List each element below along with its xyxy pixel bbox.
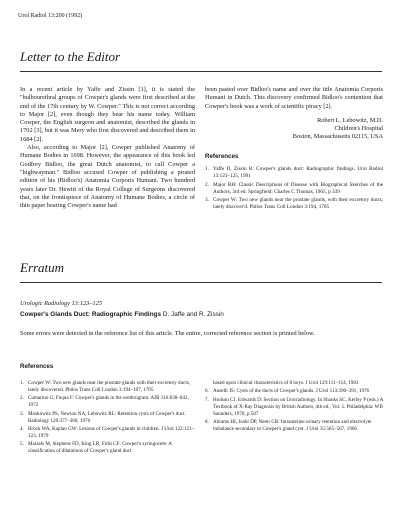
reference-item [20, 395, 195, 409]
reference-item [205, 182, 383, 196]
erratum-references-right [205, 380, 383, 434]
reference-number: 6. [205, 388, 209, 395]
reference-text: Major RH: Classic Descriptions of Disease with Biographical Sketches of the Authors, 3rd ed. Springfield: Charles C Thomas, 1965, p 339 [213, 181, 383, 195]
erratum-body: Some errors were detected in the reference list of this article. The entire, corrected reference section is printed below. [20, 330, 315, 337]
reference-item [20, 380, 195, 394]
reference-text: Maizels M, Stephens FD, King LR, Firlit CF: Cowper's syringocele: A classification of dilatations of Cowper's gland duct [28, 441, 172, 455]
reference-item [20, 426, 195, 440]
erratum-reference-list-left [20, 380, 195, 455]
reference-number: 3. [205, 197, 209, 204]
reference-number: 5. [20, 441, 24, 448]
signature-name: Robert L. Lebowitz, M.D. [317, 116, 383, 124]
reference-text: Yaffe D, Zissin R: Cowper's glands duct: Radiographic findings. Urol Radiol 13:123–125, 1991 [213, 166, 383, 180]
signature-institution: Children's Hospital [334, 124, 383, 132]
reference-text: Abrams HI, Joshi DP, Nemr CR: Intrauterine urinary retention and electrolyte imbalance secondary to Cowper's gland cyst. J Urol 35:565–567, 1966 [213, 419, 372, 432]
letter-references-heading: References [205, 153, 239, 161]
erratum-references-heading: References [20, 363, 54, 370]
reference-item [205, 197, 383, 211]
reference-item [205, 380, 383, 387]
letter-paragraph-3: been pasted over Bidloo's name and over the title Anatomia Corporis Humani in Dutch. This discovery confirmed Bidloo's contention that Cowper's book was a work of scientific piracy [2]. [205, 86, 383, 110]
signature-location: Boston, Massachusetts 02115, USA [292, 133, 383, 141]
erratum-article-title: Cowper's Glands Duct: Radiographic Findings [20, 311, 162, 318]
erratum-title: Erratum [20, 260, 65, 275]
reference-number: 7. [205, 396, 209, 403]
letter-left-column [20, 86, 195, 210]
reference-number: 2. [205, 181, 209, 188]
reference-text: Cumarino G, Fuqua F: Cowper's glands in the urethrogram. AJR 116:838–842, 1972 [28, 395, 189, 409]
reference-item [205, 397, 383, 418]
reference-number: 4. [20, 425, 24, 432]
erratum-article-authors: D. Jaffe and R. Zissin [162, 311, 224, 318]
reference-item [205, 388, 383, 395]
reference-item [205, 419, 383, 433]
reference-text: Brock WA, Kaplan GW: Lesions of Cowper's glands in children. J Urol 122:121–123, 1979 [28, 425, 195, 439]
letter-title: Letter to the Editor [20, 49, 121, 64]
reference-item [20, 411, 195, 425]
erratum-reference-list-right [205, 380, 383, 433]
letter-paragraph-1: In a recent article by Yaffe and Zissin [1], it is stated the "bulbourethral groups of Cowper's glands were first described at the end of the 17th century by W. Cowper." This is not correct according to Major [2], even though they bear his name today. William Cowper, the English surgeon and anatomist, described the glands in 1702 [3], but it was Mery who first discovered and described them in 1684 [2]. [20, 86, 195, 143]
reference-number [205, 380, 213, 387]
reference-item [205, 166, 383, 180]
reference-item [20, 441, 195, 455]
reference-number: 8. [205, 419, 209, 426]
reference-number: 3. [20, 410, 24, 417]
reference-text: based upon clinical characteristics of 8 boys. J Urol 129:111–114, 1983 [213, 380, 359, 386]
reference-text: Cowper W: Two new glands near the prostate glands, with their excretory ducts, lately discover'd. Philos Trans Coll London 3:194, 1705 [213, 197, 383, 211]
signature-block [205, 117, 383, 141]
running-head: Urol Radiol 13:200 (1992) [18, 13, 83, 19]
reference-text: Cowper W: Two new glands near the prostate glands with their excretory ducts, lately discovered. Philos Trans Coll London 3:194–197, 1705 [28, 380, 191, 393]
reference-number: 1. [20, 380, 24, 386]
reference-text: Anselli JS: Cysts of the ducts of Cowper's glands. J Urol 113:390–391, 1976 [213, 388, 370, 395]
reference-text: Moskowitz PS, Newton NA, Lebowitz RL: Retention cysts of Cowper's duct. Radiology 120:377–380, 1976 [28, 410, 186, 424]
divider-letter [20, 71, 382, 72]
reference-number: 2. [20, 395, 24, 402]
letter-reference-list [205, 166, 383, 211]
erratum-journal-line: Urologic Radiology 13:123–125 [20, 300, 102, 307]
divider-erratum [20, 282, 382, 283]
erratum-references-left [20, 380, 195, 457]
reference-text: Hodson CJ, Edwards D: Section on Urorradiology. In Shanks SC, Kerley P (eds.) A Textbook of X-Ray Diagnosis by British Authors, 4th ed., Vol. 5. Philadelphia: WB Saunders, 1970, p 507 [213, 396, 383, 417]
reference-number: 1. [205, 166, 209, 173]
erratum-article-heading [20, 311, 224, 318]
letter-paragraph-2: Also, according to Major [2], Cowper published Anatomy of Humane Bodies in 1698. However, the appearance of this book led Godfrey Bidloo, the great Dutch anatomist, to call Cowper a "highwayman." Bidloo accused Cowper of publishing a pirated edition of his (Bidloo's) Anatomia Corporis Humani. Two hundred years later Dr. Hewitt of the Royal College of Surgeons discovered that, on the frontispiece of Anatomy of Humane Bodies, a circle of thin paper bearing Cowper's name had [20, 144, 195, 210]
letter-right-column [205, 86, 383, 213]
